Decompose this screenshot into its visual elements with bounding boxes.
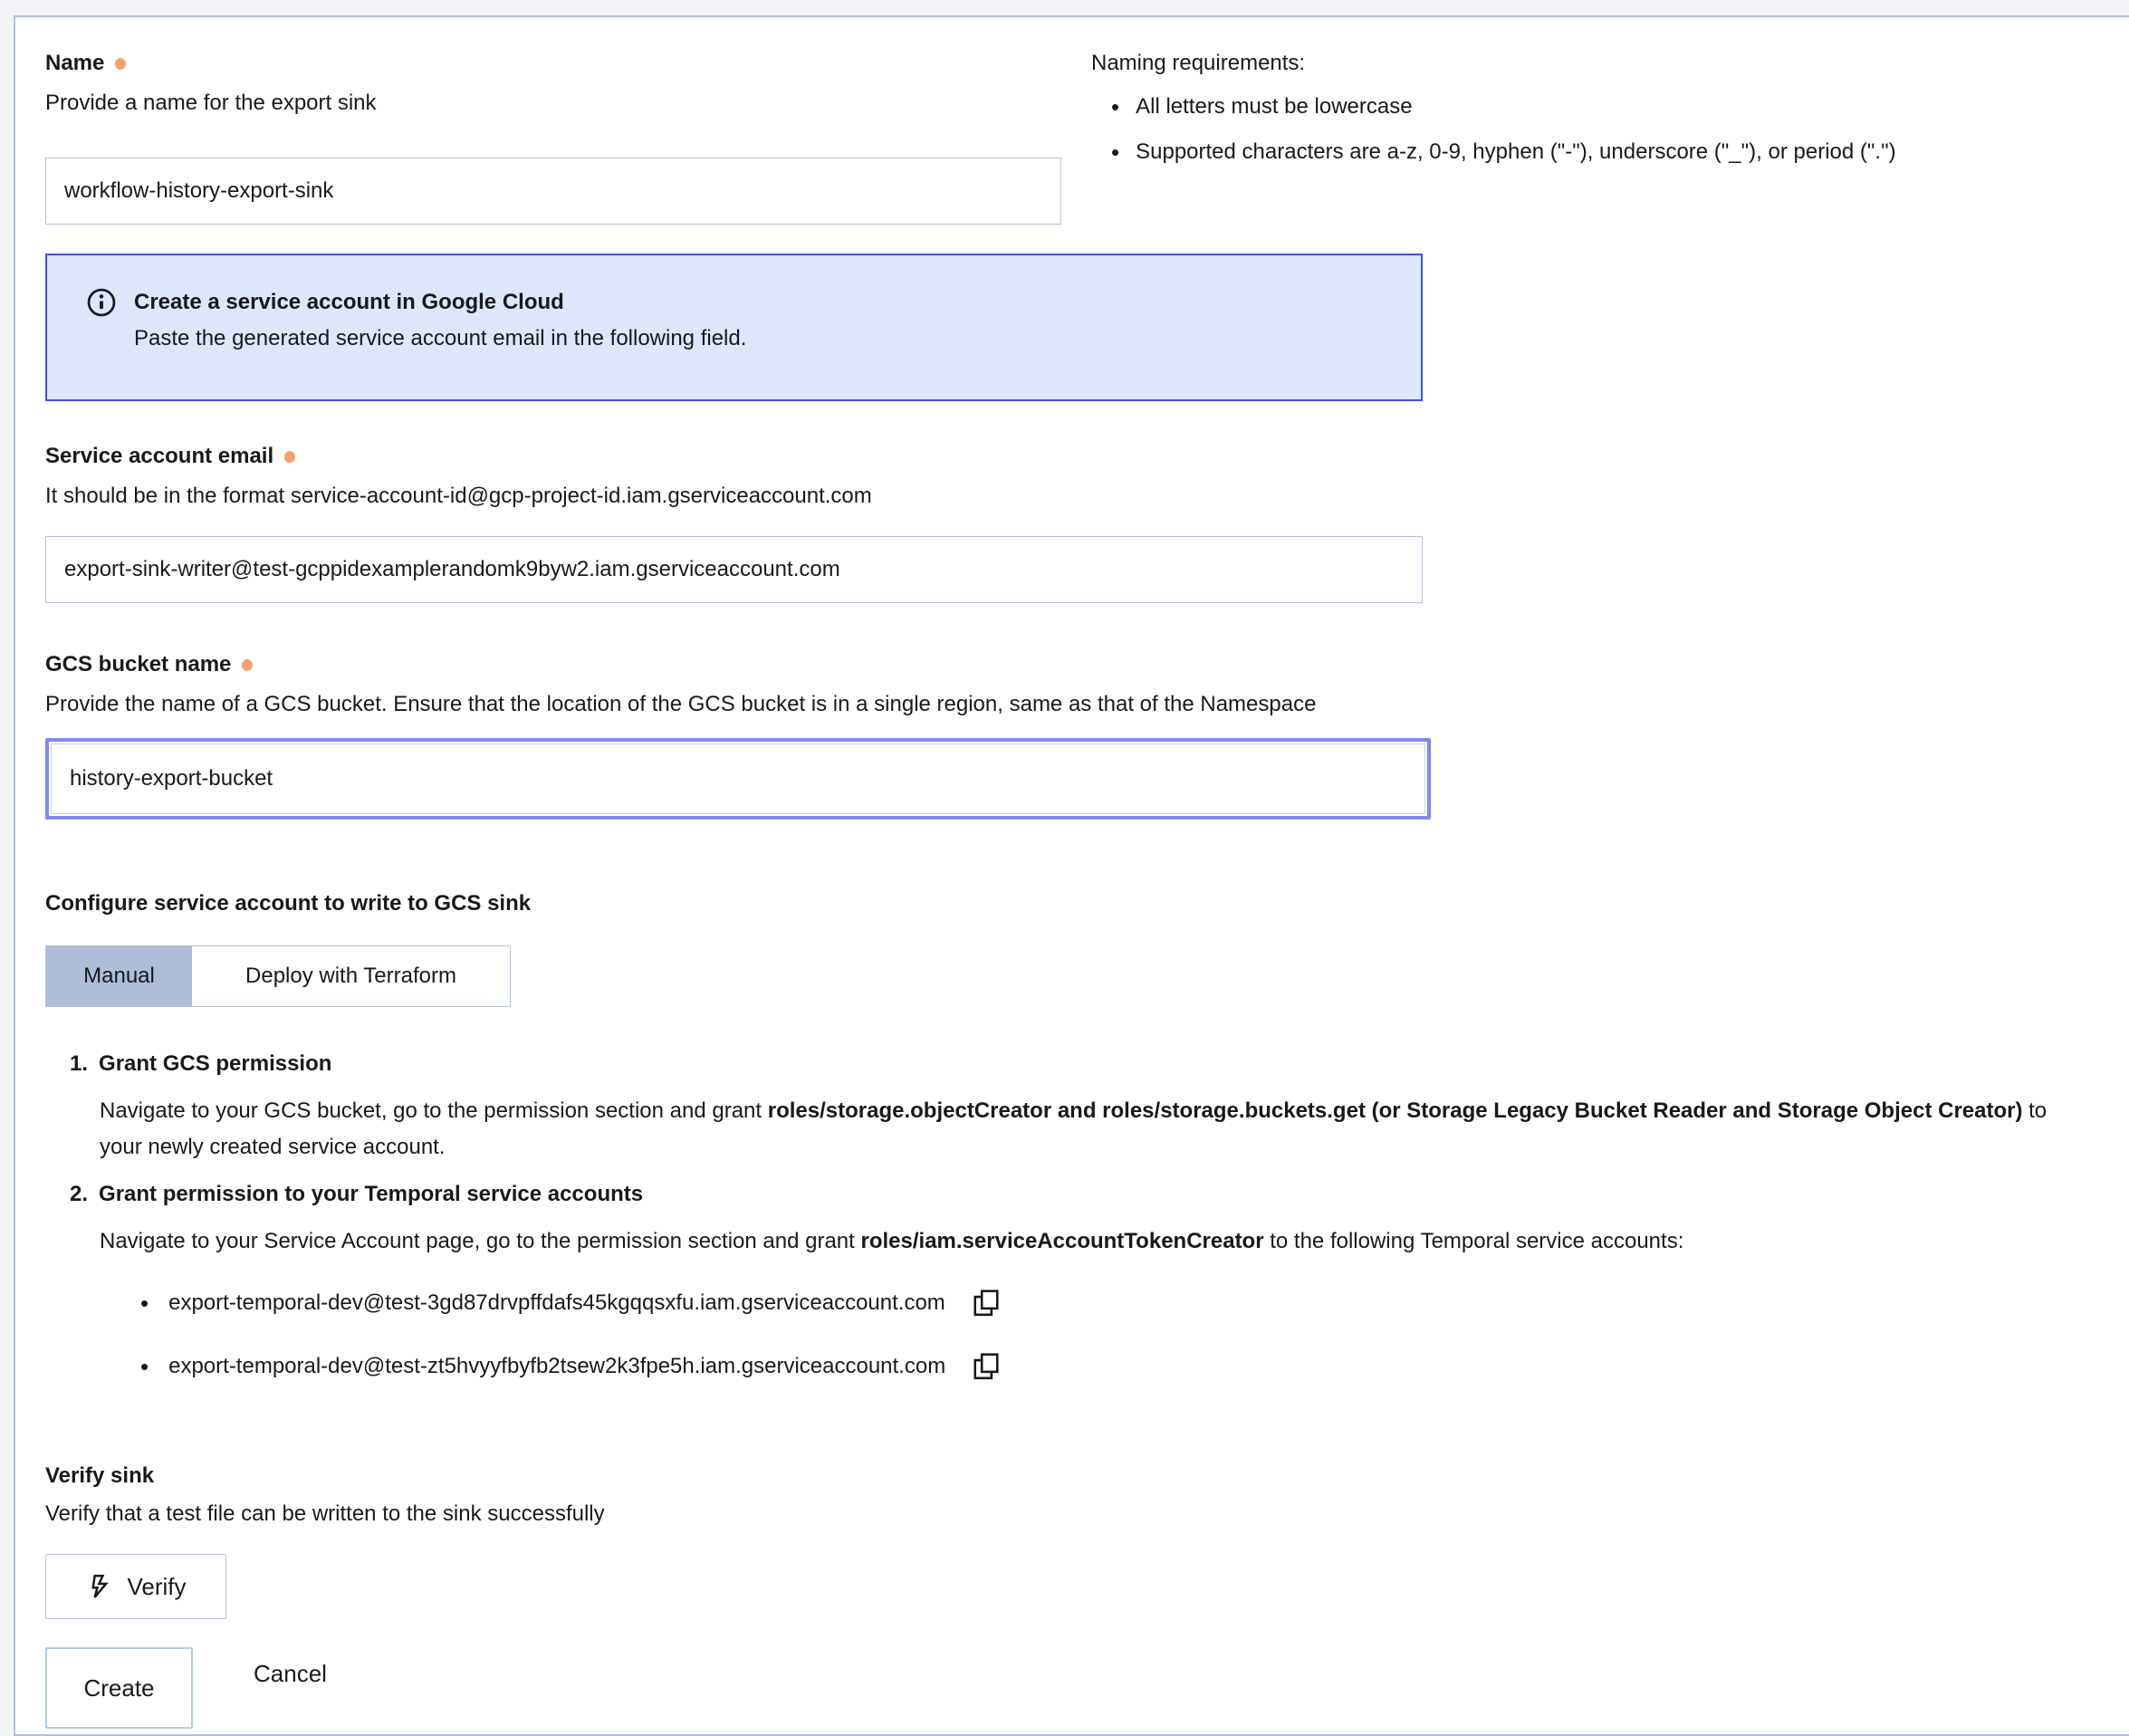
tab-manual[interactable]: Manual (46, 946, 192, 1006)
list-item (140, 1351, 2078, 1382)
tab-deploy-with-terraform[interactable]: Deploy with Terraform (192, 946, 510, 1006)
name-input[interactable] (45, 158, 1061, 225)
verify-sink-title: Verify sink (45, 1463, 155, 1488)
gcs-bucket-name-input[interactable] (51, 743, 1425, 814)
required-dot (242, 659, 253, 671)
manual-steps (70, 1050, 2080, 1382)
verify-button[interactable] (45, 1554, 226, 1619)
service-account-email-input[interactable] (45, 536, 1423, 603)
configure-tabs (45, 945, 511, 1007)
export-sink-form-panel (14, 15, 2129, 1736)
temporal-service-account-list (140, 1288, 2078, 1382)
cancel-button[interactable]: Cancel (254, 1660, 327, 1687)
info-banner-title: Create a service account in Google Cloud (134, 290, 564, 314)
service-account-email: • export-temporal-dev@test-zt5hvyyfbyfb2tsew2k3fpe5h.iam.gserviceaccount.com (168, 1354, 946, 1378)
name-description: Provide a name for the export sink (45, 91, 377, 115)
required-dot (115, 58, 126, 70)
create-button[interactable]: Create (45, 1647, 193, 1729)
naming-requirement-item: • Supported characters are a-z, 0-9, hyphen ("-"), underscore ("_"), or period (".") (1091, 138, 2129, 167)
info-banner (45, 254, 1423, 401)
name-section (45, 49, 2129, 225)
configure-section-title: Configure service account to write to GCS sink (45, 891, 532, 916)
copy-button[interactable] (971, 1288, 1002, 1319)
service-account-email-description: It should be in the format service-account-id@gcp-project-id.iam.gserviceaccount.com (45, 484, 872, 508)
naming-requirements (1091, 49, 2129, 183)
verify-sink-description: Verify that a test file can be written to the sink successfully (45, 1501, 605, 1526)
step-title: Grant permission to your Temporal service accounts (99, 1182, 644, 1206)
gcs-bucket-name-description: Provide the name of a GCS bucket. Ensure that the location of the GCS bucket is in a single region, same as that of the Namespace (45, 692, 1317, 716)
step-title: Grant GCS permission (99, 1051, 332, 1076)
zap-icon (85, 1573, 112, 1600)
name-label: Name (45, 51, 105, 75)
info-banner-body: Paste the generated service account email in the following field. (134, 326, 747, 350)
naming-requirement-item: • All letters must be lowercase (1091, 92, 2129, 121)
service-account-email: • export-temporal-dev@test-3gd87drvpffdafs45kgqqsxfu.iam.gserviceaccount.com (168, 1290, 945, 1315)
naming-requirements-title: Naming requirements: (1091, 51, 1306, 75)
gcs-bucket-name-focus-ring (45, 738, 1431, 820)
info-icon (85, 286, 118, 319)
step-body: Navigate to your GCS bucket, go to the permission section and grant roles/storage.objectCreator and roles/storage.buckets.get (or Storage Legacy Bucket Reader and Storage Object Creator) to your newly created service account. (100, 1098, 2047, 1159)
service-account-email-label: Service account email (45, 444, 274, 468)
step-body: Navigate to your Service Account page, go to the permission section and grant roles/iam.serviceAccountTokenCreator to the following Temporal service accounts: (100, 1229, 1684, 1253)
step-grant-gcs-permission (70, 1050, 2080, 1165)
copy-button[interactable] (971, 1351, 1002, 1382)
required-dot (284, 451, 295, 463)
step-grant-temporal-permission (70, 1180, 2080, 1382)
list-item (140, 1288, 2078, 1319)
verify-button-label: Verify (127, 1572, 187, 1600)
gcs-bucket-name-label: GCS bucket name (45, 652, 232, 676)
form-actions (45, 1647, 2129, 1729)
